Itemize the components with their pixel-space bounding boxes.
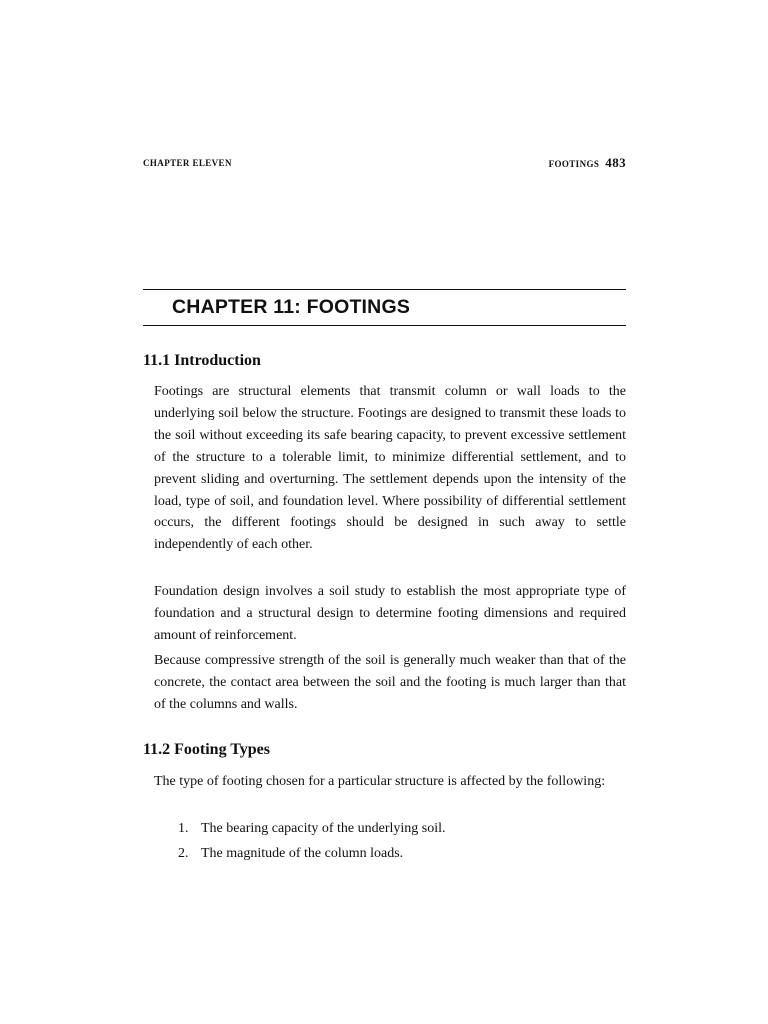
list-item-number: 2. (178, 846, 189, 861)
title-rule-top (143, 289, 626, 290)
chapter-title: CHAPTER 11: FOOTINGS (172, 296, 411, 318)
paragraph: Because compressive strength of the soil is generally much weaker than that of the concrete, the contact area between the soil and the footing is much larger than that of the columns and walls. (154, 653, 626, 712)
list-item-text: The bearing capacity of the underlying soil. (201, 821, 446, 836)
paragraph: The type of footing chosen for a particular structure is affected by the following: (154, 774, 606, 789)
running-header-section (549, 157, 626, 170)
paragraph: Foundation design involves a soil study to establish the most appropriate type of foundation and a structural design to determine footing dimensions and required amount of reinforcement. (154, 584, 626, 643)
paragraph: Footings are structural elements that transmit column or wall loads to the underlying soil below the structure. Footings are designed to transmit these loads to the soil without exceeding its safe bearing capacity, to prevent excessive settlement of the structure to a tolerable limit, to minimize differential settlement, and to prevent sliding and overturning. The settlement depends upon the intensity of the load, type of soil, and foundation level. Where possibility of differential settlement occurs, the different footings should be designed in such away to settle independently of each other. (154, 384, 626, 553)
running-header-chapter: CHAPTER ELEVEN (143, 158, 232, 168)
running-header-title: FOOTINGS (548, 159, 600, 169)
title-rule-bottom (143, 325, 626, 326)
list-item-text: The magnitude of the column loads. (201, 846, 404, 861)
section-heading-introduction: 11.1 Introduction (143, 352, 261, 369)
page-number: 483 (605, 155, 626, 170)
list-item-number: 1. (178, 821, 189, 836)
section-heading-footing-types: 11.2 Footing Types (143, 741, 270, 758)
